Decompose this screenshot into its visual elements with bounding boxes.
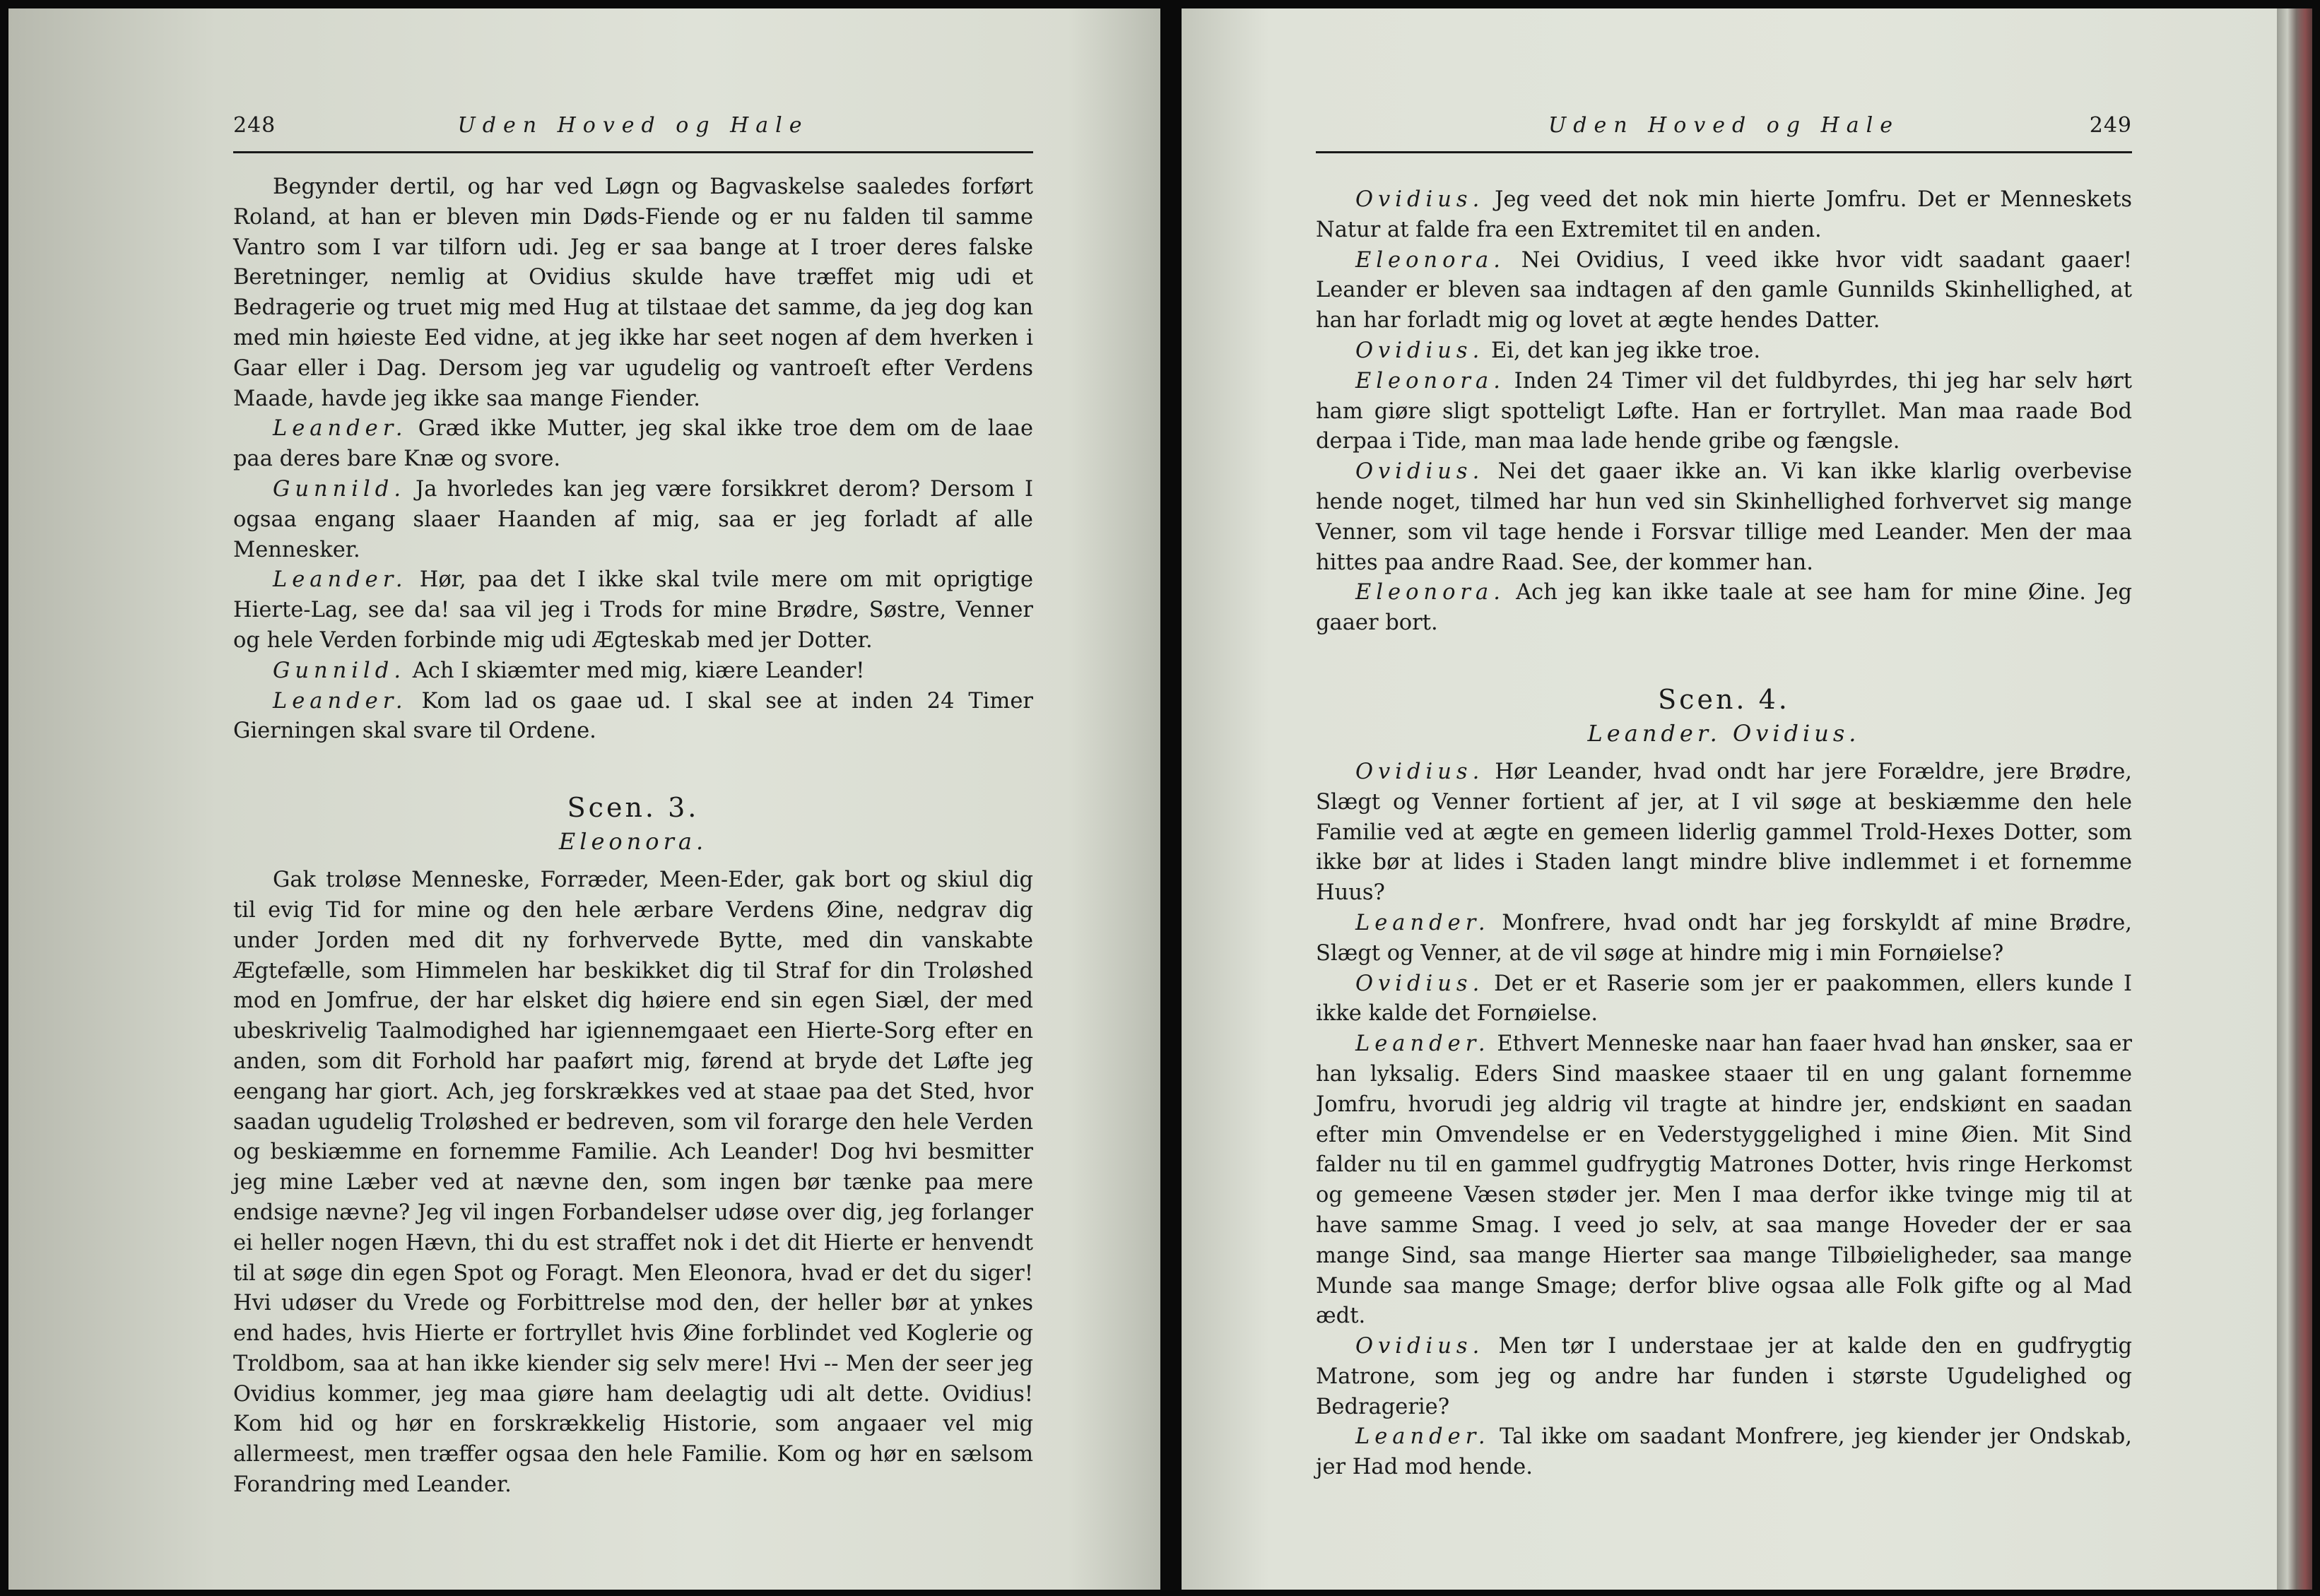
paragraph xyxy=(1316,909,2132,969)
scene-persons: Eleonora. xyxy=(558,828,708,856)
speaker-name: Gunnild. xyxy=(273,658,406,683)
paragraph xyxy=(1316,336,2132,367)
paragraph-text: Men tør I understaae jer at kalde den en gudfrygtig Matrone, som jeg og andre har funden i største Ugudelighed og Bedragerie? xyxy=(1316,1334,2132,1419)
paragraph-text: Nei det gaaer ikke an. Vi kan ikke klarlig overbevise hende noget, tilmed har hun ved sin Skinhellighed forhvervet sig mange Venner, som vil tage hende i Forsvar tillige med Leander. Men der maa hittes paa andre Raad. See, der kommer han. xyxy=(1316,459,2132,575)
scene-title: Scen. 4. xyxy=(1658,683,1790,715)
paragraph-text: Gak troløse Menneske, Forræder, Meen-Eder, gak bort og skiul dig til evig Tid for mine og den hele ærbare Verdens Øine, nedgrav dig under Jorden med dit ny forhvervede Bytte, med din vanskabte Ægtefælle, som Himmelen har beskikket dig til Straf for din Troløshed mod en Jomfrue, der har elsket dig høiere end sin egen Siæl, der med ubeskrivelig Taalmodighed har igiennemgaaet een Hierte-Sorg efter en anden, som dit Forhold har paaført mig, førend at bryde det Løfte jeg eengang har giort. Ach, jeg forskrækkes ved at staae paa det Sted, hvor saadan ugudelig Troløshed er bedreven, som vil forarge den hele Verden og beskiæmme en fornemme Familie. Ach Leander! Dog hvi besmitter jeg mine Læber ved at nævne den, som ingen bør tænke paa mere endsige nævne? Jeg vil ingen Forbandelser udøse over dig, jeg forlanger ei heller nogen Hævn, thi du est straffet nok i det dit Hierte er henvendt til at søge din egen Spot og Foragt. Men Eleonora, hvad er det du siger! Hvi udøser du Vrede og Forbittrelse mod den, der heller bør at ynkes end hades, hvis Hierte er fortryllet hvis Øine forblindet ved Koglerie og Troldbom, saa at han ikke kiender sig selv mere! Hvi -- Men der seer jeg Ovidius kommer, jeg maa giøre ham deelagtig udi alt dette. Ovidius! Kom hid og hør en forskrækkelig Historie, som angaaer vel mig allermeest, men træffer ogsaa den hele Familie. Kom og hør en sælsom Forandring med Leander. xyxy=(233,868,1033,1498)
speaker-name: Leander. xyxy=(1355,910,1490,935)
paragraph-text: Græd ikke Mutter, jeg skal ikke troe dem om de laae paa deres bare Knæ og svore. xyxy=(233,416,1033,472)
scene-title: Scen. 3. xyxy=(567,792,700,824)
paragraph-text: Begynder dertil, og har ved Løgn og Bagvaskelse saaledes forført Roland, at han er bleven min Døds-Fiende og er nu falden til samme Vantro som I var tilforn udi. Jeg er saa bange at I troer deres falske Beretninger, nemlig at Ovidius skulde have træffet mig udi et Bedragerie og truet mig med Hug at tilstaae det samme, da jeg dog kan med min høieste Eed vidne, at jeg ikke har seet nogen af dem hverken i Gaar eller i Dag. Dersom jeg var ugudelig og vantroeſt efter Verdens Maade, havde jeg ikke saa mange Fiender. xyxy=(233,175,1033,411)
running-title: Uden Hoved og Hale xyxy=(457,113,809,138)
paragraph xyxy=(1316,969,2132,1030)
paragraph xyxy=(1316,457,2132,578)
paragraph-text: Hør, paa det I ikke skal tvile mere om mit oprigtige Hierte-Lag, see da! saa vil jeg i Trods for mine Brødre, Søstre, Venner og hele Verden forbinde mig udi Ægteskab med jer Dotter. xyxy=(233,567,1033,653)
paragraph-text: Inden 24 Timer vil det fuldbyrdes, thi jeg har selv hørt ham giøre sligt spotteligt Løfte. Han er fortryllet. Man maa raade Bod derpaa i Tide, man maa lade hende gribe og fængsle. xyxy=(1316,368,2132,454)
paragraph xyxy=(1316,367,2132,457)
speaker-name: Ovidius. xyxy=(1355,759,1485,784)
scene-persons: Leander. Ovidius. xyxy=(1587,719,1861,747)
left-page xyxy=(8,8,1160,1590)
speaker-name: Ovidius. xyxy=(1355,459,1485,485)
speaker-name: Leander. xyxy=(273,416,408,442)
speaker-name: Leander. xyxy=(1355,1424,1490,1450)
paragraph-text: Ja hvorledes kan jeg være forsikkret derom? Dersom I ogsaa engang slaaer Haanden af mig, saa er jeg forladt af alle Mennesker. xyxy=(233,476,1034,562)
paragraph xyxy=(1316,185,2132,246)
speaker-name: Leander. xyxy=(273,567,408,593)
speaker-name: Leander. xyxy=(273,688,408,714)
paragraph xyxy=(233,475,1033,565)
paragraph-text: Ethvert Menneske naar han faaer hvad han ønsker, saa er han lyksalig. Eders Sind maaskee staaer til en ung galant fornemme Jomfru, hvorudi jeg aldrig vil tragte at hindre jer, endskiønt en saadan efter min Omvendelse er en Vederstyggelighed i mine Øien. Mit Sind falder nu til en gammel gudfrygtig Matrones Dotter, hvis ringe Herkomst og gemeene Væsen støder jer. Men I maa derfor ikke tvinge mig til at have samme Smag. I veed jo selv, at saa mange Hoveder der er saa mange Sind, saa mange Hierter saa mange Tilbøieligheder, saa mange Munde saa mange Smage; derfor blive ogsaa alle Folk gifte og al Mad ædt. xyxy=(1316,1032,2132,1329)
page-number: 249 xyxy=(2089,113,2132,138)
book-edge xyxy=(2277,8,2312,1590)
paragraph xyxy=(1316,757,2132,909)
paragraph-list xyxy=(233,172,1033,747)
paragraph xyxy=(233,687,1033,747)
paragraph-text: Ei, det kan jeg ikke troe. xyxy=(1490,338,1761,363)
speaker-name: Ovidius. xyxy=(1355,1334,1485,1359)
page-text xyxy=(1316,185,2132,1483)
right-page xyxy=(1182,8,2277,1590)
paragraph-text: Nei Ovidius, I veed ikke hvor vidt saadant gaaer! Leander er bleven saa indtagen af den gamle Gunnilds Skinhellighed, at han har forladt mig og lovet at ægte hendes Datter. xyxy=(1316,247,2132,333)
paragraph-text: Jeg veed det nok min hierte Jomfru. Det er Menneskets Natur at falde fra een Extremitet til en anden. xyxy=(1316,187,2132,242)
paragraph-list xyxy=(1316,185,2132,639)
paragraph xyxy=(233,414,1033,475)
paragraph-list xyxy=(1316,757,2132,1483)
paragraph xyxy=(1316,246,2132,336)
paragraph xyxy=(233,565,1033,656)
speaker-name: Eleonora. xyxy=(1355,580,1505,605)
paragraph-text: Hør Leander, hvad ondt har jere Forældre, jere Brødre, Slægt og Venner fortient af jer, at I vil søge at beskiæmme den hele Familie ved at ægte en gemeen liderlig gammel Trold-Hexes Dotter, som ikke bør at lides i Staden langt mindre blive indlemmet i et fornemme Huus? xyxy=(1316,759,2132,906)
page-number: 248 xyxy=(233,113,276,138)
speaker-name: Gunnild. xyxy=(273,476,406,502)
page-text xyxy=(233,172,1033,1501)
paragraph-text: Det er et Raserie som jer er paakommen, ellers kunde I ikke kalde det Fornøielse. xyxy=(1316,971,2132,1027)
running-title: Uden Hoved og Hale xyxy=(1548,113,1900,138)
paragraph-text: Ach jeg kan ikke taale at see ham for mine Øine. Jeg gaaer bort. xyxy=(1316,580,2132,636)
paragraph-text: Monfrere, hvad ondt har jeg forskyldt af mine Brødre, Slægt og Venner, at de vil søge at hindre mig i min Fornøielse? xyxy=(1316,910,2132,966)
speaker-name: Eleonora. xyxy=(1355,247,1505,273)
paragraph xyxy=(1316,1332,2132,1422)
running-head xyxy=(1316,109,2132,153)
speaker-name: Leander. xyxy=(1355,1032,1490,1057)
speaker-name: Ovidius. xyxy=(1355,971,1485,996)
paragraph-text: Tal ikke om saadant Monfrere, jeg kiender jer Ondskab, jer Had mod hende. xyxy=(1316,1424,2132,1480)
paragraph xyxy=(1316,1422,2132,1483)
paragraph xyxy=(1316,578,2132,639)
speaker-name: Ovidius. xyxy=(1355,338,1485,363)
speaker-name: Eleonora. xyxy=(1355,368,1505,394)
paragraph xyxy=(1316,1029,2132,1332)
paragraph-text: Kom lad os gaae ud. I skal see at inden 24 Timer Gierningen skal svare til Ordene. xyxy=(233,688,1033,744)
paragraph-text: Ach I skiæmter med mig, kiære Leander! xyxy=(412,658,865,683)
paragraph xyxy=(233,656,1033,687)
paragraph-list xyxy=(233,865,1033,1501)
running-head xyxy=(233,109,1033,153)
paragraph xyxy=(233,865,1033,1501)
paragraph xyxy=(233,172,1033,414)
speaker-name: Ovidius. xyxy=(1355,187,1485,212)
